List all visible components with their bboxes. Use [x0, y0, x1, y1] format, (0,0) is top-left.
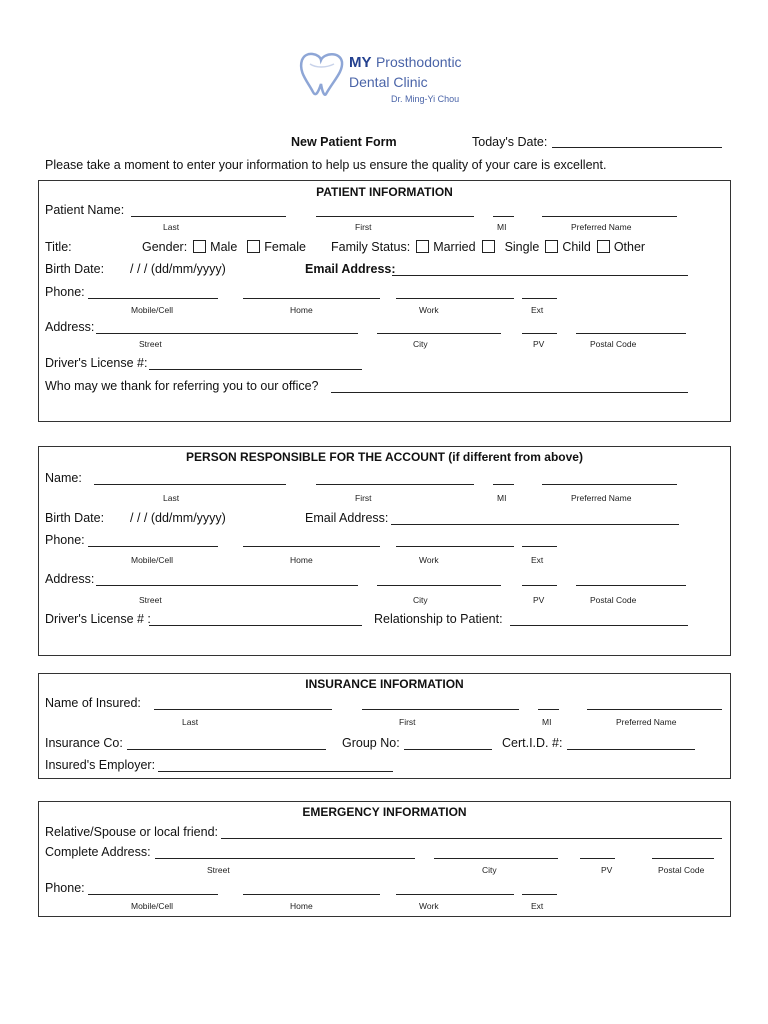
female-label: Female	[264, 240, 306, 254]
sub-label-pv: PV	[533, 339, 545, 349]
resp-mi-field[interactable]	[493, 484, 514, 485]
sub-label-last: Last	[163, 222, 180, 232]
emergency-street-field[interactable]	[155, 858, 415, 859]
other-label: Other	[613, 240, 646, 254]
sub-label-ext: Ext	[531, 305, 544, 315]
sub-label-last: Last	[163, 493, 180, 503]
sub-label-city: City	[413, 339, 428, 349]
group-number-label: Group No:	[342, 736, 400, 750]
form-title: New Patient Form	[291, 135, 397, 149]
gender-label: Gender:	[142, 240, 188, 254]
sub-label-first: First	[355, 493, 372, 503]
logo-name-line2: Dental Clinic	[349, 74, 428, 90]
emergency-pv-field[interactable]	[580, 858, 615, 859]
intro-text: Please take a moment to enter your information to help us ensure the quality of your care is excellent.	[45, 158, 607, 172]
phone-work-field[interactable]	[396, 298, 514, 299]
phone-label: Phone:	[45, 285, 85, 299]
drivers-license-field[interactable]	[149, 369, 362, 370]
married-checkbox[interactable]	[416, 240, 429, 253]
sub-label-street: Street	[139, 339, 162, 349]
sub-label-home: Home	[290, 901, 313, 911]
sub-label-work: Work	[419, 901, 439, 911]
sub-label-home: Home	[290, 305, 313, 315]
emergency-phone-ext-field[interactable]	[522, 894, 557, 895]
gender-group	[142, 240, 306, 254]
sub-label-home: Home	[290, 555, 313, 565]
address-pv-field[interactable]	[522, 333, 557, 334]
emergency-phone-mobile-field[interactable]	[88, 894, 218, 895]
insured-first-name-field[interactable]	[362, 709, 519, 710]
other-checkbox[interactable]	[597, 240, 610, 253]
male-checkbox[interactable]	[193, 240, 206, 253]
phone-ext-field[interactable]	[522, 298, 557, 299]
birth-date-field[interactable]: / / / (dd/mm/yyyy)	[130, 262, 226, 276]
relative-label: Relative/Spouse or local friend:	[45, 825, 219, 839]
email-field[interactable]	[392, 275, 688, 276]
female-checkbox[interactable]	[247, 240, 260, 253]
logo-doctor: Dr. Ming-Yi Chou	[391, 94, 460, 104]
male-label: Male	[210, 240, 238, 254]
child-label: Child	[562, 240, 591, 254]
todays-date-field[interactable]	[552, 147, 722, 148]
sub-label-ext: Ext	[531, 555, 544, 565]
sub-label-preferred: Preferred Name	[571, 222, 632, 232]
logo-brand: MY	[349, 54, 372, 71]
sub-label-mi: MI	[497, 493, 507, 503]
emergency-postal-field[interactable]	[652, 858, 714, 859]
sub-label-first: First	[355, 222, 372, 232]
sub-label-preferred: Preferred Name	[616, 717, 677, 727]
sub-label-mi: MI	[497, 222, 507, 232]
address-label: Address:	[45, 320, 95, 334]
insured-mi-field[interactable]	[538, 709, 559, 710]
resp-address-postal-field[interactable]	[576, 585, 686, 586]
sub-label-street: Street	[207, 865, 230, 875]
family-status-label: Family Status:	[331, 240, 411, 254]
logo-name-line1: Prosthodontic	[375, 54, 462, 70]
sub-label-first: First	[399, 717, 416, 727]
tooth-heart-icon	[296, 50, 346, 102]
referral-field[interactable]	[331, 392, 688, 393]
emergency-phone-work-field[interactable]	[396, 894, 514, 895]
resp-drivers-license-label: Driver's License # :	[45, 612, 151, 626]
section-title: PATIENT INFORMATION	[316, 185, 453, 199]
patient-last-name-field[interactable]	[131, 216, 286, 217]
sub-label-mobile: Mobile/Cell	[131, 901, 174, 911]
resp-phone-work-field[interactable]	[396, 546, 514, 547]
resp-preferred-name-field[interactable]	[542, 484, 677, 485]
sub-label-postal: Postal Code	[590, 339, 637, 349]
resp-drivers-license-field[interactable]	[149, 625, 362, 626]
sub-label-last: Last	[182, 717, 199, 727]
sub-label-work: Work	[419, 555, 439, 565]
insured-employer-label: Insured's Employer:	[45, 758, 156, 772]
emergency-phone-label: Phone:	[45, 881, 85, 895]
sub-label-mobile: Mobile/Cell	[131, 305, 174, 315]
resp-email-label: Email Address:	[305, 511, 389, 525]
sub-label-pv: PV	[601, 865, 613, 875]
section-title: INSURANCE INFORMATION	[305, 677, 464, 691]
title-label: Title:	[45, 240, 72, 254]
cert-id-field[interactable]	[567, 749, 695, 750]
sub-label-postal: Postal Code	[658, 865, 705, 875]
insurance-company-label: Insurance Co:	[45, 736, 123, 750]
birth-date-label: Birth Date:	[45, 262, 105, 276]
resp-address-city-field[interactable]	[377, 585, 501, 586]
todays-date-label: Today's Date:	[472, 135, 548, 149]
resp-phone-home-field[interactable]	[243, 546, 380, 547]
sub-label-ext: Ext	[531, 901, 544, 911]
resp-phone-ext-field[interactable]	[522, 546, 557, 547]
insurance-company-field[interactable]	[127, 749, 326, 750]
child-checkbox[interactable]	[545, 240, 558, 253]
referral-label: Who may we thank for referring you to our office?	[45, 379, 319, 393]
sub-label-street: Street	[139, 595, 162, 605]
patient-first-name-field[interactable]	[316, 216, 474, 217]
section-title: PERSON RESPONSIBLE FOR THE ACCOUNT (if different from above)	[186, 450, 583, 464]
married-label: Married	[433, 240, 476, 254]
resp-address-pv-field[interactable]	[522, 585, 557, 586]
address-city-field[interactable]	[377, 333, 501, 334]
patient-preferred-name-field[interactable]	[542, 216, 677, 217]
sub-label-city: City	[482, 865, 497, 875]
sub-label-mi: MI	[542, 717, 552, 727]
phone-mobile-field[interactable]	[88, 298, 218, 299]
address-postal-field[interactable]	[576, 333, 686, 334]
sub-label-work: Work	[419, 305, 439, 315]
complete-address-label: Complete Address:	[45, 845, 151, 859]
relationship-field[interactable]	[510, 625, 688, 626]
family-status-group	[331, 240, 645, 254]
sub-label-pv: PV	[533, 595, 545, 605]
emergency-phone-home-field[interactable]	[243, 894, 380, 895]
resp-phone-mobile-field[interactable]	[88, 546, 218, 547]
email-label: Email Address:	[305, 262, 396, 276]
resp-phone-label: Phone:	[45, 533, 85, 547]
phone-home-field[interactable]	[243, 298, 380, 299]
insured-last-name-field[interactable]	[154, 709, 332, 710]
sub-label-city: City	[413, 595, 428, 605]
insured-name-label: Name of Insured:	[45, 696, 141, 710]
sub-label-mobile: Mobile/Cell	[131, 555, 174, 565]
resp-address-street-field[interactable]	[96, 585, 358, 586]
resp-email-field[interactable]	[391, 524, 679, 525]
resp-name-label: Name:	[45, 471, 82, 485]
patient-name-label: Patient Name:	[45, 203, 125, 217]
resp-birth-date-label: Birth Date:	[45, 511, 105, 525]
relative-field[interactable]	[221, 838, 722, 839]
cert-id-label: Cert.I.D. #:	[502, 736, 563, 750]
address-street-field[interactable]	[96, 333, 358, 334]
emergency-city-field[interactable]	[434, 858, 558, 859]
patient-mi-field[interactable]	[493, 216, 514, 217]
emergency-section	[38, 801, 731, 917]
drivers-license-label: Driver's License #:	[45, 356, 148, 370]
sub-label-preferred: Preferred Name	[571, 493, 632, 503]
resp-first-name-field[interactable]	[316, 484, 474, 485]
relationship-label: Relationship to Patient:	[374, 612, 503, 626]
sub-label-postal: Postal Code	[590, 595, 637, 605]
insured-employer-field[interactable]	[158, 771, 393, 772]
resp-birth-date-field[interactable]: / / / (dd/mm/yyyy)	[130, 511, 226, 525]
resp-address-label: Address:	[45, 572, 95, 586]
single-checkbox[interactable]	[482, 240, 495, 253]
resp-last-name-field[interactable]	[94, 484, 286, 485]
insured-preferred-name-field[interactable]	[587, 709, 722, 710]
single-label: Single	[504, 240, 540, 254]
group-number-field[interactable]	[404, 749, 492, 750]
section-title: EMERGENCY INFORMATION	[302, 805, 467, 819]
